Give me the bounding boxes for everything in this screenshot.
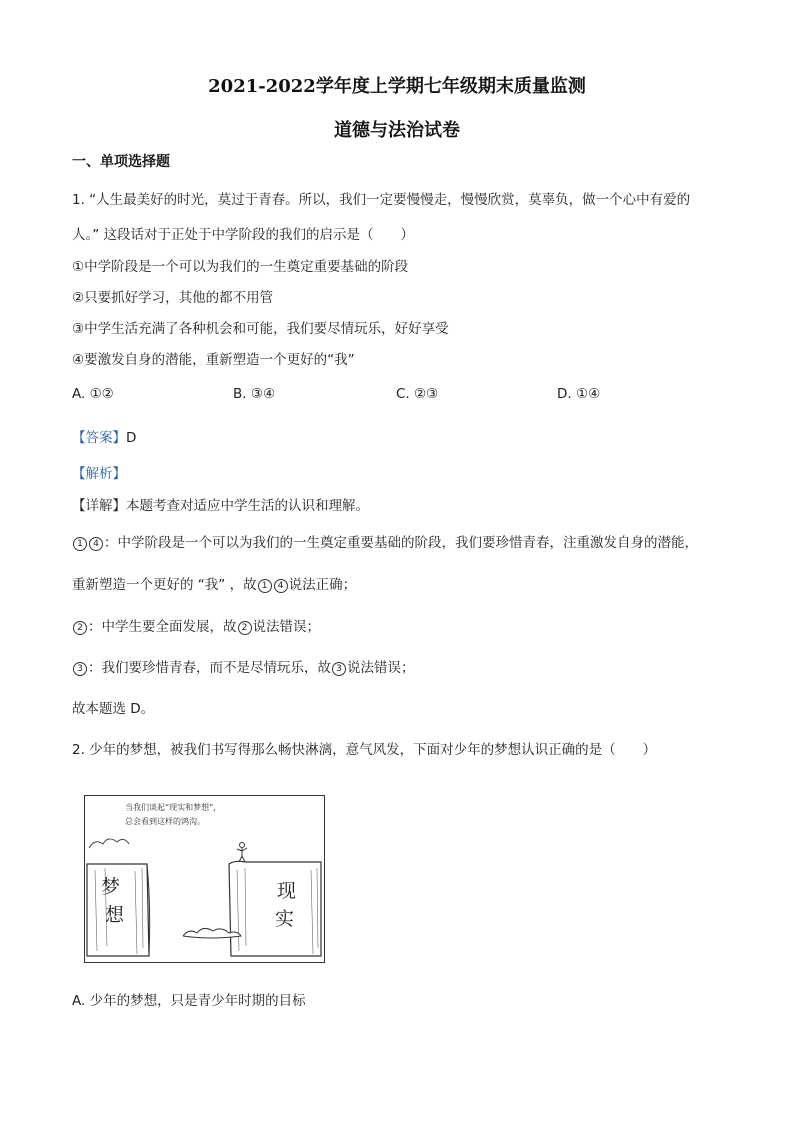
q2-option-a: A. 少年的梦想，只是青少年时期的目标: [72, 993, 306, 1009]
q1-explanation-2: [72, 615, 320, 635]
explanation-text: ：我们要珍惜青春，而不是尽情玩乐，故: [88, 660, 331, 676]
q1-explanation-1-cont: [72, 573, 356, 593]
explanation-text: 说法正确；: [288, 577, 357, 593]
q1-item-1: ①中学阶段是一个可以为我们的一生奠定重要基础的阶段: [72, 259, 409, 275]
circled-number: 4: [274, 579, 288, 593]
q1-explanation-1: [72, 531, 698, 551]
circled-number: 2: [238, 621, 252, 635]
q1-item-4: ④要激发自身的潜能，重新塑造一个更好的“我”: [72, 352, 355, 368]
exam-title: 2021-2022学年度上学期七年级期末质量监测: [208, 76, 586, 97]
exam-subtitle: 道德与法治试卷: [334, 120, 460, 141]
answer-value: D: [126, 430, 137, 446]
circled-number: 3: [73, 662, 87, 676]
answer-tag: 【答案】: [72, 430, 126, 446]
q1-detail: 【详解】本题考查对适应中学生活的认识和理解。: [72, 498, 369, 514]
section-heading: 一、单项选择题: [72, 154, 170, 170]
q1-answer: [72, 426, 136, 446]
q2-stem: 2. 少年的梦想，被我们书写得那么畅快淋漓，意气风发，下面对少年的梦想认识正确的是（ ）: [72, 742, 657, 758]
q1-option-a: A. ①②: [72, 386, 114, 402]
dream-char-2: 想: [105, 904, 125, 926]
explanation-text: ：中学生要全面发展，故: [88, 619, 237, 635]
circled-number: 1: [258, 579, 272, 593]
q1-stem-line2: 人。” 这段话对于正处于中学阶段的我们的启示是（ ）: [72, 227, 415, 243]
q1-option-c: C. ②③: [396, 386, 439, 402]
explanation-text: 说法错误；: [252, 619, 320, 635]
explanation-text: ：中学阶段是一个可以为我们的一生奠定重要基础的阶段，我们要珍惜青春，注重激发自身的潜能，: [104, 535, 698, 551]
circled-number: 3: [332, 662, 346, 676]
q1-option-d: D. ①④: [557, 386, 601, 402]
dream-char-1: 梦: [101, 876, 121, 898]
reality-char-1: 现: [277, 880, 297, 902]
q1-item-2: ②只要抓好学习，其他的都不用管: [72, 290, 274, 306]
circled-number: 2: [73, 621, 87, 635]
explanation-text: 重新塑造一个更好的 “我” ，故: [72, 577, 257, 593]
figure-caption-line2: 总会看到这样的鸿沟。: [125, 817, 205, 826]
q1-explanation-3: [72, 656, 415, 676]
q1-stem-line1: 1. “人生最美好的时光，莫过于青春。所以，我们一定要慢慢走，慢慢欣赏，莫辜负，做一个心中有爱的: [72, 192, 691, 208]
figure-caption-line1: 当我们谈起“现实和梦想”，: [125, 803, 222, 812]
cartoon-figure: [84, 795, 325, 963]
circled-number: 4: [89, 537, 103, 551]
q1-option-b: B. ③④: [233, 386, 276, 402]
reality-char-2: 实: [275, 908, 295, 930]
q1-item-3: ③中学生活充满了各种机会和可能，我们要尽情玩乐，好好享受: [72, 321, 449, 337]
circled-number: 1: [73, 537, 87, 551]
q1-conclusion: 故本题选 D。: [72, 701, 155, 717]
q1-analysis-tag: 【解析】: [72, 466, 126, 482]
explanation-text: 说法错误；: [347, 660, 415, 676]
